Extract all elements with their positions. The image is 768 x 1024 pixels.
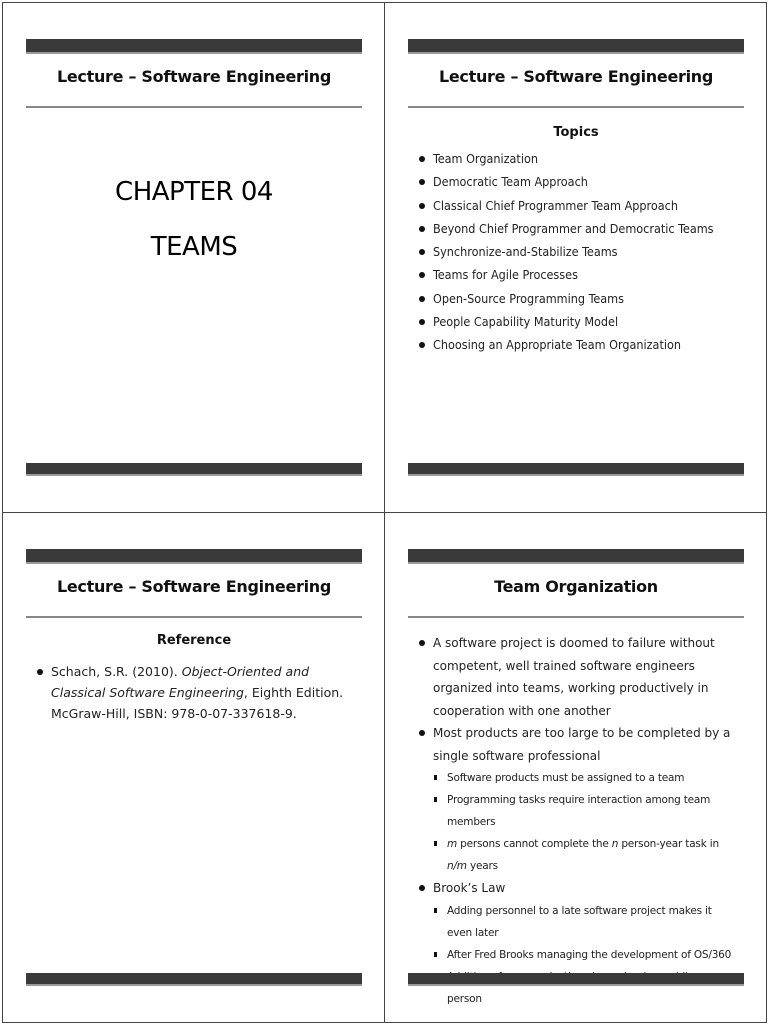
reference-author: Schach, S.R. (2010). (51, 664, 182, 679)
var-n: n (611, 838, 619, 850)
slide-title: Lecture – Software Engineering (56, 67, 332, 86)
header-bar (26, 39, 362, 54)
chapter-number: CHAPTER 04 (115, 177, 273, 207)
text-part: years (466, 860, 498, 872)
footer-bar (408, 973, 744, 986)
topics-list (419, 147, 749, 357)
sub-list-item (419, 833, 739, 877)
title-rule (408, 616, 744, 618)
team-organization-list (419, 632, 739, 1010)
title-rule (26, 106, 362, 108)
reference-entry (37, 661, 366, 724)
slide-1 (2, 2, 385, 513)
list-item: Teams for Agile Processes (419, 263, 749, 286)
chapter-name: TEAMS (150, 232, 238, 262)
list-item: Team Organization (419, 147, 749, 170)
slide-title: Team Organization (494, 577, 658, 596)
list-item: Brook’s Law (419, 877, 739, 900)
var-n-over-m: n/m (447, 860, 467, 872)
header-bar (408, 39, 744, 54)
list-item: A software project is doomed to failure without competent, well trained software engineers organized into teams, working productively in cooperation with one another (419, 632, 739, 722)
footer-bar (26, 973, 362, 986)
list-item: Democratic Team Approach (419, 170, 749, 193)
slide-4 (384, 512, 767, 1023)
sub-list-item: Programming tasks require interaction among team members (419, 789, 739, 833)
sub-list-item: Adding personnel to a late software project makes it even later (419, 900, 739, 944)
list-item: Beyond Chief Programmer and Democratic Teams (419, 217, 749, 240)
list-item: Most products are too large to be completed by a single software professional (419, 722, 739, 767)
sub-list-item: Software products must be assigned to a team (419, 767, 739, 789)
topics-heading: Topics (553, 125, 599, 140)
sub-list-item: person (419, 966, 739, 1010)
title-rule (408, 106, 744, 108)
list-item: Classical Chief Programmer Team Approach (419, 194, 749, 217)
slide-3 (2, 512, 385, 1023)
header-bar (26, 549, 362, 564)
list-item: Choosing an Appropriate Team Organization (419, 333, 749, 356)
list-item: Open-Source Programming Teams (419, 287, 749, 310)
reference-heading: Reference (156, 633, 232, 648)
list-item: Synchronize-and-Stabilize Teams (419, 240, 749, 263)
title-rule (26, 616, 362, 618)
reference-details: , Eighth Edition. McGraw-Hill, ISBN: 978-0-07-337618-9. (51, 685, 344, 721)
slide-2 (384, 2, 767, 513)
text-part: persons cannot complete the (457, 838, 612, 850)
footer-bar (26, 463, 362, 476)
footer-bar (408, 463, 744, 476)
header-bar (408, 549, 744, 564)
list-item: People Capability Maturity Model (419, 310, 749, 333)
reference-book-title: Object-Oriented and Classical Software Engineering (51, 664, 310, 700)
text-part: person-year task in (618, 838, 719, 850)
sub-list-item: After Fred Brooks managing the development of OS/360 (419, 944, 739, 966)
slide-title: Lecture – Software Engineering (56, 577, 332, 596)
slide-title: Lecture – Software Engineering (438, 67, 714, 86)
var-m: m (447, 838, 458, 850)
